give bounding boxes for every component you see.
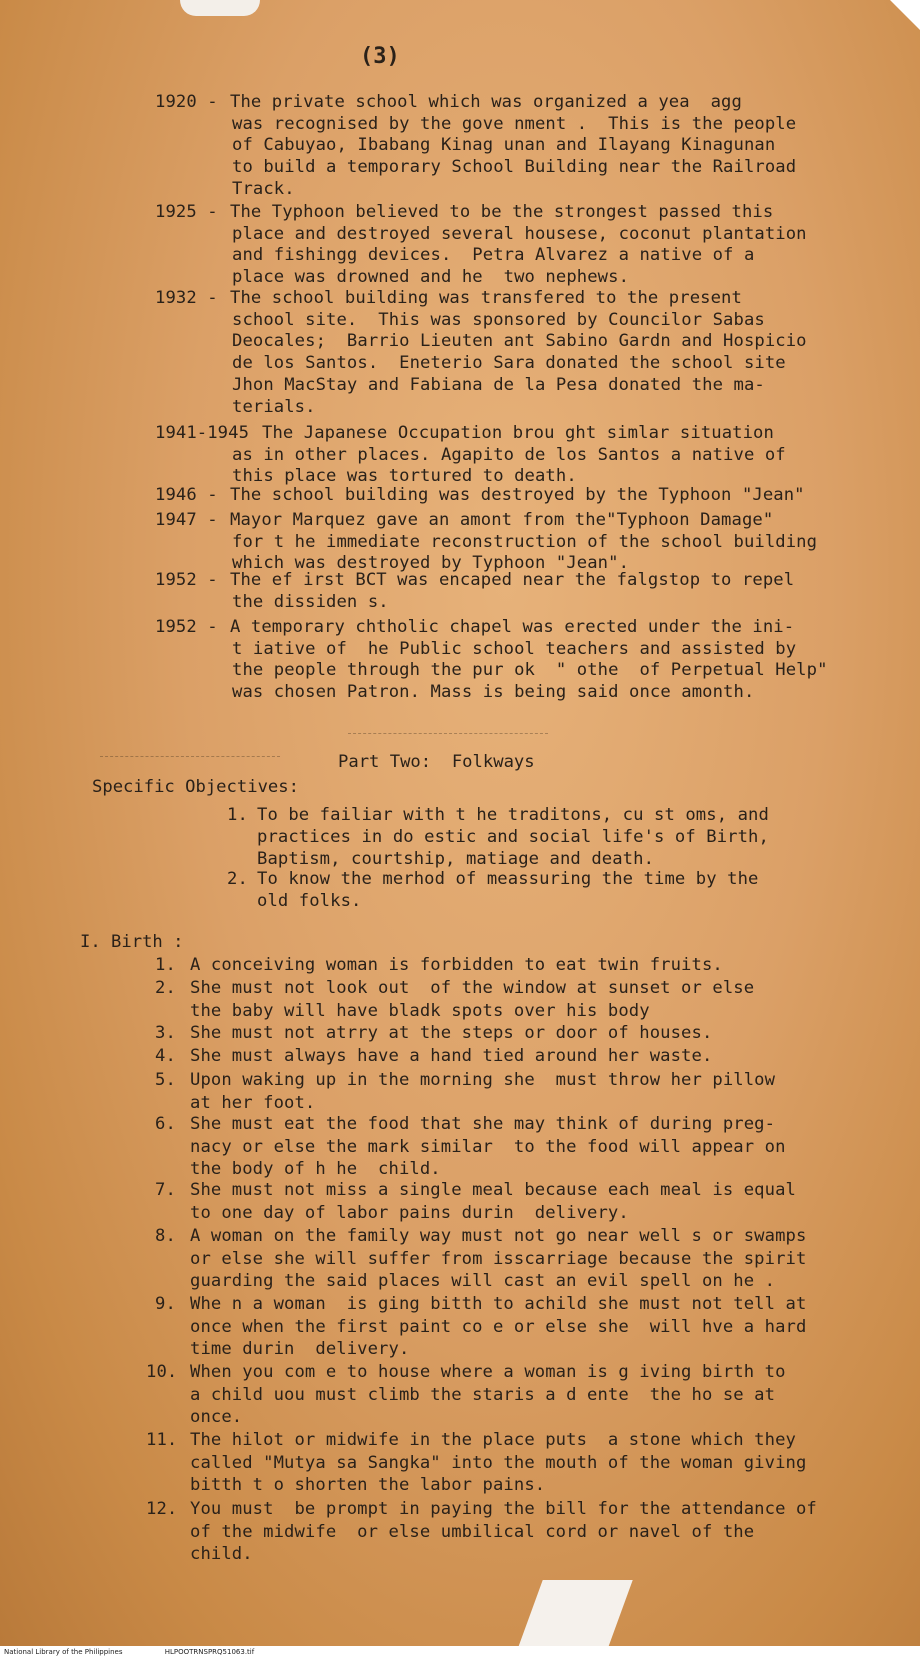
history-line: Deocales; Barrio Lieuten ant Sabino Gardn and Hospicio (232, 331, 807, 352)
birth-item-number: 10. (146, 1362, 178, 1382)
page-corner-fold (890, 0, 920, 30)
paper-tear-bottom (517, 1580, 632, 1650)
birth-item-line: of the midwife or else umbilical cord or navel of the (190, 1521, 755, 1542)
birth-item-number: 5. (155, 1070, 176, 1090)
birth-item-number: 3. (155, 1023, 176, 1043)
history-line: this place was tortured to death. (232, 466, 577, 487)
history-year: 1925 - (155, 202, 218, 222)
birth-item-line: She must eat the food that she may think of during preg- (190, 1114, 776, 1134)
history-line: school site. This was sponsored by Councilor Sabas (232, 309, 765, 330)
birth-item-line: She must not atrry at the steps or door of houses. (190, 1023, 713, 1043)
objective-line: old folks. (257, 891, 362, 911)
history-line: The private school which was organized a yea agg (230, 92, 742, 112)
page-number: (3) (360, 44, 400, 69)
birth-item-number: 11. (146, 1430, 178, 1450)
history-line: Mayor Marquez gave an amont from the"Typhoon Damage" (230, 510, 774, 530)
history-line: terials. (232, 396, 316, 417)
objective-number: 1. (227, 805, 248, 825)
history-line: The Typhoon believed to be the strongest passed this (230, 202, 774, 222)
divider (348, 733, 548, 734)
history-year: 1932 - (155, 288, 218, 308)
history-line: place and destroyed several housese, coconut plantation (232, 223, 807, 244)
birth-item-line: at her foot. (190, 1092, 316, 1113)
birth-item-line: child. (190, 1544, 253, 1564)
objectives-label: Specific Objectives: (92, 777, 299, 797)
birth-item-line: to one day of labor pains durin delivery. (190, 1202, 629, 1223)
birth-item-number: 9. (155, 1294, 176, 1314)
objective-number: 2. (227, 869, 248, 889)
history-line: as in other places. Agapito de los Santos a native of (232, 444, 786, 465)
birth-item-number: 6. (155, 1114, 176, 1134)
history-line: and fishingg devices. Petra Alvarez a native of a (232, 245, 755, 266)
history-line: The ef irst BCT was encaped near the falgstop to repel (230, 570, 795, 590)
birth-item-number: 1. (155, 955, 176, 975)
history-line: was recognised by the gove nment . This is the people (232, 113, 797, 134)
history-year: 1941-1945 (155, 423, 250, 443)
history-year: 1952 - (155, 617, 218, 637)
history-line: to build a temporary School Building near the Railroad (232, 157, 797, 178)
history-year: 1920 - (155, 92, 218, 112)
birth-item-line: She must always have a hand tied around her waste. (190, 1046, 713, 1066)
footer-file-id: HLPOOTRNSPRQ51063.tif (164, 1648, 255, 1656)
birth-item-line: She must not look out of the window at sunset or else (190, 978, 755, 998)
history-line: The school building was destroyed by the Typhoon "Jean" (230, 485, 805, 505)
history-year: 1952 - (155, 570, 218, 590)
history-line: de los Santos. Eneterio Sara donated the school site (232, 353, 786, 374)
history-line: place was drowned and he two nephews. (232, 267, 630, 288)
objective-line: practices in do estic and social life's of Birth, (257, 827, 769, 847)
birth-item-number: 4. (155, 1046, 176, 1066)
history-line: Track. (232, 178, 295, 199)
history-line: The Japanese Occupation brou ght simlar situation (262, 423, 774, 443)
history-line: A temporary chtholic chapel was erected under the ini- (230, 617, 795, 637)
history-line: for t he immediate reconstruction of the school building (232, 531, 818, 552)
birth-item-line: She must not miss a single meal because each meal is equal (190, 1180, 796, 1200)
birth-item-line: nacy or else the mark similar to the food will appear on (190, 1136, 786, 1157)
part-two-title: Part Two: Folkways (338, 752, 535, 772)
birth-item-line: a child uou must climb the staris a d ente the ho se at (190, 1384, 776, 1405)
footer-library: National Library of the Philippines (4, 1648, 123, 1656)
history-year: 1946 - (155, 485, 218, 505)
objective-line: Baptism, courtship, matiage and death. (257, 849, 655, 869)
birth-item-number: 7. (155, 1180, 176, 1200)
history-line: was chosen Patron. Mass is being said once amonth. (232, 682, 755, 703)
birth-item-line: When you com e to house where a woman is g iving birth to (190, 1362, 786, 1382)
history-line: the people through the pur ok " othe of Perpetual Help" (232, 660, 828, 681)
birth-item-line: Whe n a woman is ging bitth to achild she must not tell at (190, 1294, 807, 1314)
birth-item-line: guarding the said places will cast an evil spell on he . (190, 1271, 776, 1291)
divider (100, 756, 280, 757)
scan-footer (0, 1646, 920, 1658)
history-line: t iative of he Public school teachers and assisted by (232, 638, 797, 659)
birth-item-line: time durin delivery. (190, 1339, 410, 1359)
paper-tear-top (180, 0, 260, 16)
history-line: The school building was transfered to the present (230, 288, 742, 308)
objective-line: To be failiar with t he traditons, cu st oms, and (257, 805, 769, 825)
birth-item-line: bitth t o shorten the labor pains. (190, 1475, 546, 1495)
birth-item-line: The hilot or midwife in the place puts a stone which they (190, 1430, 796, 1450)
birth-item-line: called "Mutya sa Sangka" into the mouth of the woman giving (190, 1452, 807, 1473)
birth-item-line: A woman on the family way must not go near well s or swamps (190, 1226, 807, 1246)
history-line: of Cabuyao, Ibabang Kinag unan and Ilayang Kinagunan (232, 135, 776, 156)
birth-item-line: Upon waking up in the morning she must throw her pillow (190, 1070, 776, 1090)
birth-item-number: 12. (146, 1499, 178, 1519)
objective-line: To know the merhod of meassuring the time by the (257, 869, 759, 889)
birth-item-line: or else she will suffer from isscarriage because the spirit (190, 1248, 807, 1269)
birth-item-line: the baby will have bladk spots over his body (190, 1000, 650, 1021)
birth-item-line: You must be prompt in paying the bill for the attendance of (190, 1499, 817, 1519)
history-line: which was destroyed by Typhoon "Jean". (232, 553, 630, 574)
birth-item-number: 8. (155, 1226, 176, 1246)
history-line: Jhon MacStay and Fabiana de la Pesa donated the ma- (232, 374, 765, 395)
birth-item-line: the body of h he child. (190, 1159, 441, 1179)
birth-item-number: 2. (155, 978, 176, 998)
birth-item-line: once. (190, 1407, 243, 1427)
birth-heading: I. Birth : (80, 932, 184, 952)
history-line: the dissiden s. (232, 591, 389, 612)
birth-item-line: once when the first paint co e or else she will hve a hard (190, 1316, 807, 1337)
history-year: 1947 - (155, 510, 218, 530)
birth-item-line: A conceiving woman is forbidden to eat twin fruits. (190, 955, 723, 975)
